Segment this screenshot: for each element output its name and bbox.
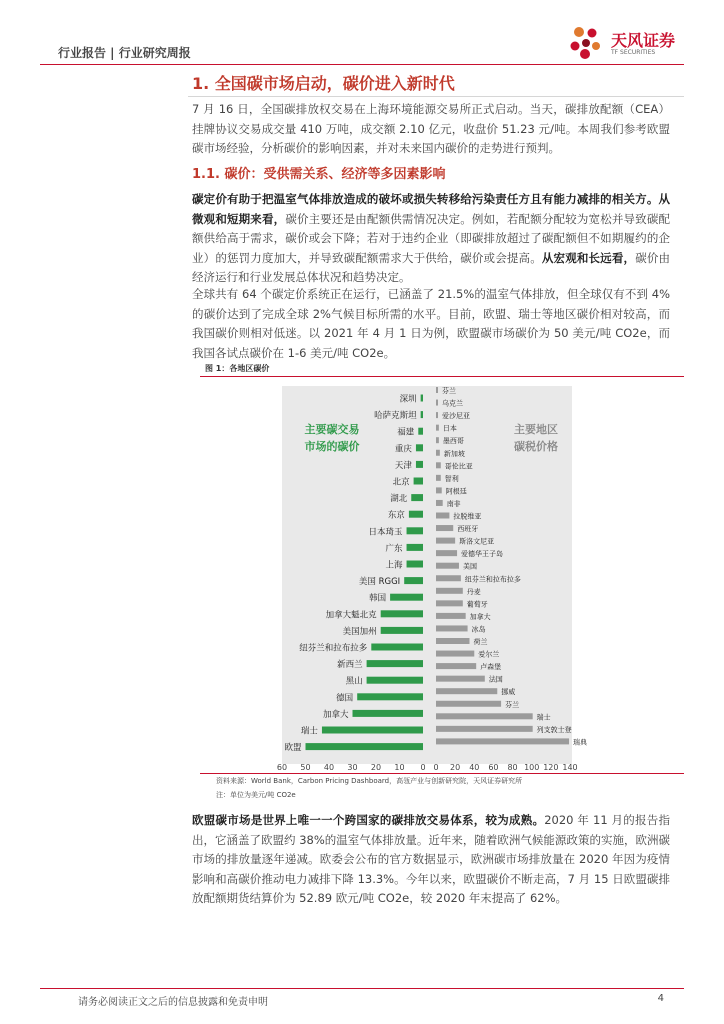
right-bar-label: 加拿大 [469,612,491,621]
right-bar [436,588,463,594]
left-bar [411,494,423,501]
left-bar-label: 东京 [387,510,405,521]
right-axis-tick: 80 [507,763,518,772]
left-bar [421,411,423,418]
right-bar-label: 荷兰 [473,638,488,646]
left-bar [367,660,423,667]
p2-text-2: 碳价由经济运行和行业发展总体状况和趋势决定。 [192,250,671,285]
carbon-price-chart [240,378,650,778]
left-bar-label: 湖北 [390,494,408,505]
left-bar [357,693,423,700]
right-axis-tick: 0 [433,763,439,772]
right-bar [436,475,441,481]
right-bar [436,726,533,732]
right-bar [436,676,485,682]
left-bar [306,743,424,750]
right-bar-label: 挪威 [501,688,516,697]
left-bar-label: 瑞士 [300,726,318,737]
left-bar-label: 美国加州 [342,626,377,637]
figure-bottom-line [200,773,684,774]
right-bar-label: 冰岛 [471,625,486,634]
left-bar [416,461,423,468]
left-bar-label: 韩国 [369,593,387,604]
left-group-label: 市场的碳价 [304,440,360,453]
right-axis-tick: 20 [450,763,461,772]
left-bar [407,544,423,551]
right-bar [436,500,443,506]
right-bar-label: 美国 [462,562,477,571]
left-bar [322,727,423,734]
right-bar-label: 瑞士 [536,713,551,722]
header-left: 行业报告 | 行业研究周报 [58,46,191,60]
right-bar [436,538,455,544]
left-bar [404,577,423,584]
right-bar [436,450,440,456]
left-bar [367,677,423,684]
right-bar [436,387,438,393]
right-bar [436,663,476,669]
left-bar-label: 欧盟 [284,743,302,754]
left-bar-label: 天津 [394,460,412,471]
left-axis-tick: 10 [394,763,405,772]
left-axis-tick: 20 [370,763,382,772]
right-bar-label: 哥伦比亚 [444,462,473,471]
section-title: 1. 全国碳市场启动，碳价进入新时代 [192,74,455,93]
left-bar-label: 加拿大魁北克 [325,610,377,621]
right-bar-label: 阿根廷 [445,487,467,496]
left-bar-label: 加拿大 [322,709,349,720]
right-bar-label: 芬兰 [505,700,520,709]
left-bar-label: 深圳 [399,394,417,405]
left-axis-tick: 30 [347,763,358,772]
left-bar [407,561,423,568]
subsection-title: 1.1. 碳价：受供需关系、经济等多因素影响 [192,167,446,182]
right-bar [436,487,442,493]
p4-bold: 欧盟碳市场是世界上唯一一个跨国家的碳排放交易体系，较为成熟。 [192,813,545,827]
logo-name: 天风证券 [611,31,676,50]
right-bar [436,713,533,719]
right-bar-label: 爱德华王子岛 [461,550,504,559]
paragraph-4 [192,811,670,909]
right-bar [436,701,501,707]
intro-paragraph: 7 月 16 日，全国碳排放权交易在上海环境能源交易所正式启动。当天，碳排放配额（CEA）挂牌协议交易成交量 410 万吨，成交额 2.10 亿元，收盘价 51.23 元/吨。本周我们参考欧盟碳市场经验，分析碳价的影响因素，并对未来国内碳价的走势进行预判。 [192,102,670,156]
right-bar-label: 纽芬兰和拉布拉多 [464,575,521,584]
right-bar [436,613,466,619]
right-bar [436,513,449,519]
right-bar-label: 卢森堡 [480,663,502,672]
right-bar [436,651,474,657]
right-bar-label: 墨西哥 [442,437,464,446]
page-number: 4 [657,993,664,1004]
right-bar-label: 丹麦 [466,587,481,596]
logo-flower-icon [567,24,607,64]
left-bar [381,610,423,617]
left-bar [421,395,423,402]
p4-text: 2020 年 11 月的报告指出，它涵盖了欧盟约 38%的温室气体排放量。近年来，随着欧洲气候能源政策的实施，欧洲碳市场的排放量逐年递减。欧委会公布的官方数据显示，欧洲碳市场排放量在 2020 年因为疫情影响和高碳价推动电力减排下降 13.3%。今年以来，欧盟碳价不断走高，7 月 15 日欧盟碳排放配额期货结算价为 52.89 欧元/吨 CO2e，较 2020 年末提高了 62%。 [192,813,670,906]
left-bar [390,594,423,601]
right-bar-label: 日本 [442,424,457,433]
section-underline [188,96,684,97]
p2-text-1: 碳价主要还是由配额供需情况决定。例如，若配额分配较为宽松并导致碳配额供给高于需求，碳价或会下降；若对于违约企业（即碳排放超过了碳配额但不如期履约的企业）的惩罚力度加大，并导致碳配额需求大于供给，碳价或会提高。 [192,211,671,265]
p2-bold-1: 碳定价有助于把温室气体排放造成的破坏或损失转移给污染责任方且有能力减排的相关方。从微观和短期来看， [192,192,670,226]
left-bar-label: 德国 [336,693,354,704]
left-bar-label: 美国 RGGI [358,577,401,588]
footer-line [40,988,684,989]
right-bar [436,425,439,431]
left-bar [371,644,423,651]
paragraph-2 [192,190,670,288]
right-bar-label: 爱尔兰 [478,650,500,659]
right-bar [436,625,468,631]
right-bar-label: 瑞典 [573,738,588,747]
left-bar-label: 哈萨克斯坦 [374,411,417,422]
left-axis-tick: 0 [420,763,426,772]
right-bar [436,638,470,644]
figure-title: 图 1：各地区碳价 [205,364,270,373]
left-axis-tick: 50 [300,763,311,772]
left-bar [416,444,423,451]
left-bar-label: 黑山 [345,676,363,687]
right-bar [436,600,463,606]
right-group-label: 主要地区 [514,423,558,436]
left-bar-label: 广东 [385,543,403,554]
right-axis-tick: 120 [543,763,559,772]
right-bar [436,575,461,581]
figure-top-line [200,376,684,377]
header-line [40,64,684,65]
right-bar-label: 法国 [488,675,503,684]
right-bar [436,412,438,418]
right-axis-tick: 40 [469,763,480,772]
paragraph-3: 全球共有 64 个碳定价系统正在运行，已涵盖了 21.5%的温室气体排放，但全球仅有不到 4%的碳价达到了完成全球 2%气候目标所需的水平。目前，欧盟、瑞士等地区碳价相对较高，而我国碳价则相对低迷。以 2021 年 4 月 1 日为例，欧盟碳市场碳价为 50 美元/吨 CO2e，而我国各试点碳价在 1-6 美元/吨 CO2e。 [192,287,670,360]
footer-text: 请务必阅读正文之后的信息披露和免责申明 [78,997,268,1008]
left-bar-label: 日本琦玉 [368,527,403,538]
right-bar [436,400,438,406]
right-axis-tick: 140 [562,763,578,772]
right-bar-label: 列支敦士登 [536,725,572,734]
right-axis-tick: 100 [524,763,540,772]
right-bar-label: 南非 [446,499,461,508]
right-bar-label: 葡萄牙 [466,600,488,609]
left-bar-label: 福建 [397,427,415,438]
right-bar-label: 智利 [444,474,459,483]
left-axis-tick: 60 [276,763,288,772]
right-bar [436,550,457,556]
right-axis-tick: 60 [488,763,499,772]
left-bar [414,478,423,485]
left-bar [381,627,423,634]
p2-bold-2: 从宏观和长远看， [541,250,636,265]
figure-source: 资料来源：World Bank，Carbon Pricing Dashboard，高瓴产业与创新研究院，天风证券研究所 [216,777,523,785]
left-bar [418,428,423,435]
right-bar-label: 爱沙尼亚 [442,412,470,421]
right-bar [436,738,569,744]
right-bar-label: 西班牙 [457,525,479,534]
logo [567,24,707,64]
left-group-label: 主要碳交易 [304,423,360,436]
right-bar-label: 新加坡 [443,449,465,458]
right-group-label: 碳税价格 [514,440,558,453]
right-bar [436,688,497,694]
right-bar [436,437,439,443]
left-bar [353,710,424,717]
left-bar-label: 北京 [392,477,410,488]
left-bar-label: 新西兰 [337,660,363,671]
left-bar-label: 上海 [385,560,403,571]
right-bar-label: 乌克兰 [442,399,463,408]
left-bar [409,511,423,518]
logo-sub: TF SECURITIES [611,49,656,56]
right-bar [436,525,453,531]
left-bar-label: 纽芬兰和拉布拉多 [299,643,368,654]
left-axis-tick: 40 [323,763,335,772]
left-bar [407,527,423,534]
figure-note: 注：单位为美元/吨 CO2e [216,791,296,799]
right-bar [436,563,459,569]
right-bar-label: 斯洛文尼亚 [459,537,495,546]
right-bar [436,462,441,468]
right-bar-label: 拉脱维亚 [453,512,482,521]
left-bar-label: 重庆 [394,444,412,455]
right-bar-label: 芬兰 [442,387,456,395]
